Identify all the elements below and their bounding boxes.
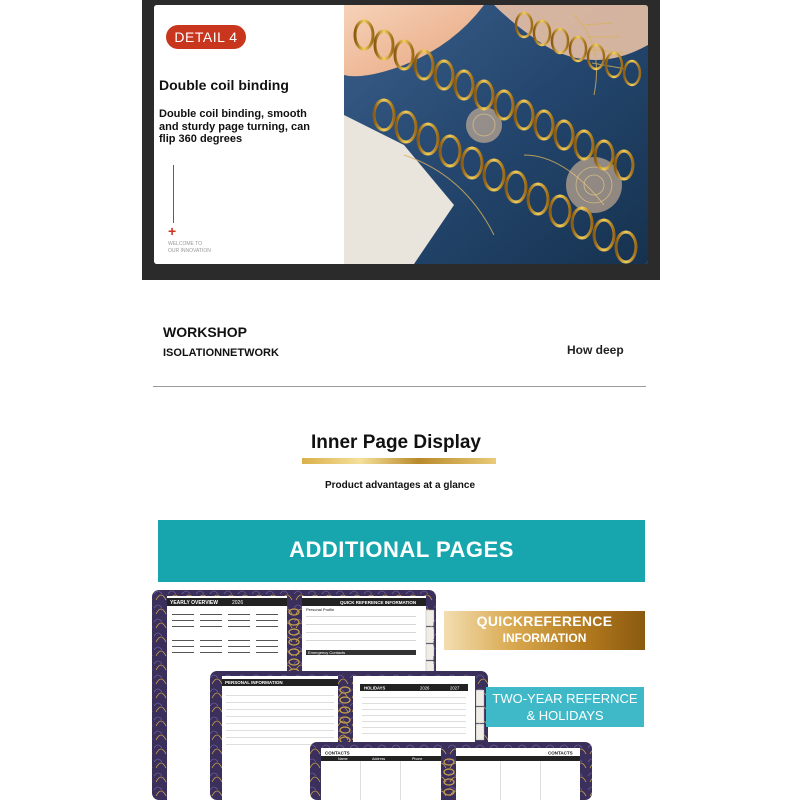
inner-page-title: Inner Page Display [310, 432, 481, 453]
contacts-label-left: CONTACTS [325, 750, 350, 756]
additional-pages-title: ADDITIONAL PAGES [289, 537, 514, 562]
detail-description: Double coil binding, smooth and sturdy page turning, can flip 360 degrees [159, 108, 310, 145]
planner-book-contacts [310, 742, 592, 800]
workshop-right-text: How deep [567, 343, 624, 357]
quick-reference-label-line-2: INFORMATION [502, 631, 587, 645]
contacts-header-address: Address [372, 757, 386, 761]
workshop-title: WORKSHOP [163, 324, 247, 340]
plus-icon: + [168, 223, 177, 239]
contacts-label-right: CONTACTS [548, 750, 573, 756]
detail-small-line-2: OUR INNOVATION [168, 248, 211, 254]
detail-title: Double coil binding [159, 77, 289, 93]
workshop-subtitle: ISOLATIONNETWORK [163, 347, 279, 359]
month-tab-jan: JAN [432, 622, 436, 629]
two-year-label-line-1: TWO-YEAR REFERNCE [492, 691, 638, 706]
contacts-header-phone: Phone [412, 757, 423, 761]
month-tab-feb: FEB [432, 639, 436, 646]
year-2026-holidays: 2026 [420, 685, 430, 691]
detail-small-line-1: WELCOME TO [168, 241, 202, 247]
detail-badge: DETAIL 4 [166, 25, 246, 49]
personal-information-label: PERSONAL INFORMATION [225, 680, 283, 685]
emergency-contacts-label: Emergency Contacts [308, 650, 346, 655]
personal-profile-label: Personal Profile [306, 607, 335, 612]
inner-page-subtitle: Product advantages at a glance [324, 480, 476, 491]
quick-reference-label-line-1: QUICKREFERENCE [476, 613, 613, 629]
year-2027-holidays: 2027 [450, 685, 460, 691]
two-year-label-line-2: & HOLIDAYS [526, 708, 604, 723]
holidays-label: HOLIDAYS [364, 685, 386, 691]
quick-reference-label-banner [444, 611, 645, 650]
two-year-reference-label-banner [486, 687, 644, 727]
year-2026-label: 2026 [232, 600, 244, 606]
quick-reference-label: QUICK REFERENCE INFORMATION [340, 600, 417, 605]
month-tab-mar: MAR [432, 656, 436, 664]
contacts-header-name: Name [338, 757, 348, 761]
yearly-overview-label: YEARLY OVERVIEW [170, 600, 218, 606]
